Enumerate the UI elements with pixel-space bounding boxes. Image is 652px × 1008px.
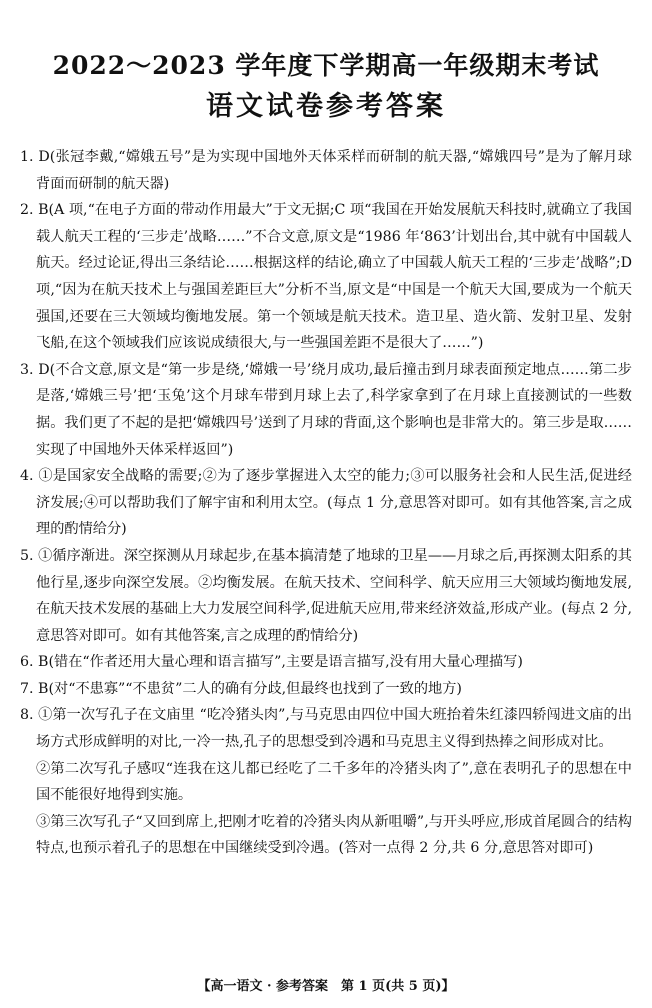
answer-item-1: 1. D(张冠李戴,“嫦娥五号”是为实现中国地外天体采样而研制的航天器,“嫦娥四号”是为了解月球背面而研制的航天器) [20, 149, 632, 192]
answer-item-3: 3. D(不合文意,原文是“第一步是绕,‘嫦娥一号’绕月成功,最后撞击到月球表面预定地点……第二步是落,‘嫦娥三号’把‘玉兔’这个月球车带到月球上去了,科学家拿到了在月球上直接测试的一些数据。我们更了不起的是把‘嫦娥四号’送到了月球的背面,这个影响也是非常大的。第三步是取……实现了中国地外天体采样返回”) [20, 361, 632, 458]
answer-item-8: 8. ①第一次写孔子在文庙里 “吃冷猪头肉”,与马克思由四位中国大班抬着朱红漆四轿闯进文庙的出场方式形成鲜明的对比,一冷一热,孔子的思想受到冷遇和马克思主义得到热捧之间形成对比。 [20, 707, 632, 751]
exam-title: 2022～2023 学年度下学期高一年级期末考试 [52, 51, 600, 80]
answer-item-8-point-3: ③第三次写孔子“又回到席上,把刚才吃着的冷猪头肉从新咀嚼”,与开头呼应,形成首尾圆合的结构特点,也预示着孔子的思想在中国继续受到冷遇。(答对一点得 2 分,共 6 分,意思答对即可) [36, 813, 632, 857]
answer-item-5: 5. ①循序渐进。深空探测从月球起步,在基本搞清楚了地球的卫星——月球之后,再探测太阳系的其他行星,逐步向深空发展。②均衡发展。在航天技术、空间科学、航天应用三大领域均衡地发展,在航天技术发展的基础上大力发展空间科学,促进航天应用,带来经济效益,形成产业。(每点 2 分,意思答对即可。如有其他答案,言之成理的酌情给分) [20, 547, 632, 644]
answer-item-6: 6. B(错在“作者还用大量心理和语言描写”,主要是语言描写,没有用大量心理描写) [20, 654, 523, 671]
answer-item-2: 2. B(A 项,“在电子方面的带动作用最大”于文无据;C 项“我国在开始发展航天科技时,就确立了我国载人航天工程的‘三步走’战略……”不合文意,原文是“1986 年‘863’计划出台,其中就有中国载人航天。经过论证,得出三条结论……根据这样的结论,确立了中国载人航天工程的‘三步走’战略”;D 项,“因为在航天技术上与强国差距巨大”分析不当,原文是“中国是一个航天大国,要成为一个航天强国,还要在三大领域均衡地发展。第一个领域是航天技术。造卫星、造火箭、发射卫星、发射飞船,在这个领域我们应该说成绩很大,与一些强国差距不是很大了……”) [20, 202, 632, 352]
answer-item-7: 7. B(对“不患寡”“不患贫”二人的确有分歧,但最终也找到了一致的地方) [20, 680, 462, 697]
answer-list [20, 144, 632, 862]
answer-item-8-point-2: ②第二次写孔子感叹“连我在这儿都已经吃了二千多年的冷猪头肉了”,意在表明孔子的思想在中国不能很好地得到实施。 [36, 760, 632, 804]
page-footer: 【高一语文 · 参考答案 第 1 页(共 5 页)】 [197, 979, 455, 994]
answer-item-4: 4. ①是国家安全战略的需要;②为了逐步掌握进入太空的能力;③可以服务社会和人民生活,促进经济发展;④可以帮助我们了解宇宙和利用太空。(每点 1 分,意思答对即可。如有其他答案,言之成理的酌情给分) [20, 468, 632, 538]
answer-key-title: 语文试卷参考答案 [206, 91, 446, 122]
